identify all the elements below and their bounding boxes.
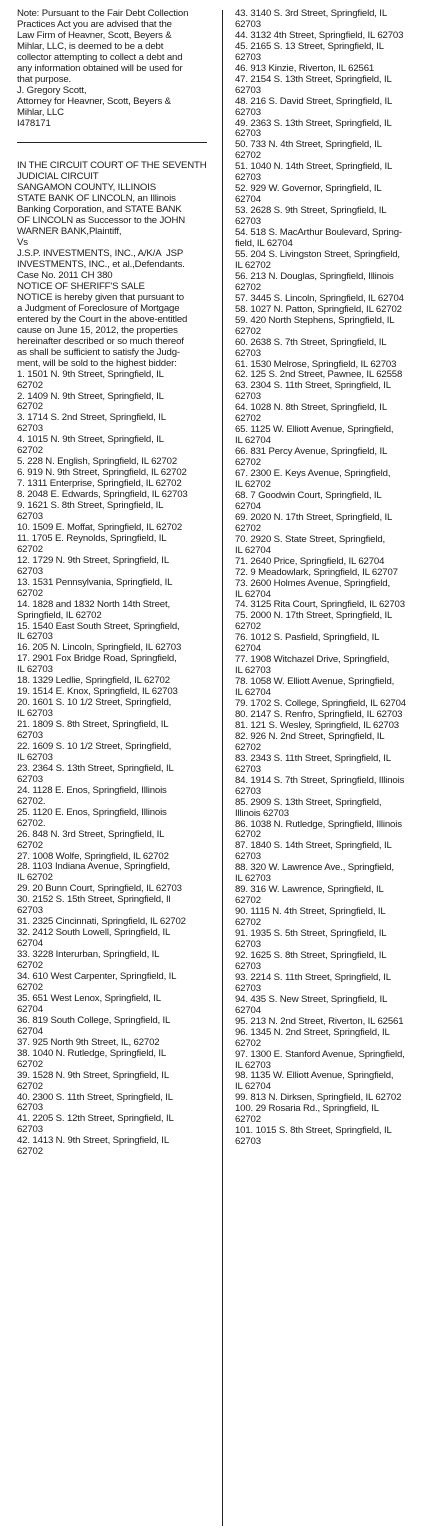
property-address-line: 62702 <box>17 1058 43 1070</box>
notice-line: J. Gregory Scott, <box>17 84 87 96</box>
property-address-line: 39. 1528 N. 9th Street, Springfield, IL <box>17 1069 170 1081</box>
property-address-line: 62704 <box>17 938 43 950</box>
court-notice-line: JUDICIAL CIRCUIT <box>17 171 99 183</box>
property-listing <box>17 370 217 392</box>
property-address-line: 62702 <box>235 413 261 425</box>
property-address-line: 77. 1908 Witchazel Drive, Springfield, <box>235 654 390 666</box>
property-listing <box>235 403 431 425</box>
property-listing <box>235 907 431 929</box>
property-address-line: 62702 <box>17 1080 43 1092</box>
property-listing <box>235 568 431 579</box>
court-notice-line: Banking Corporation, and STATE BANK <box>17 204 182 216</box>
property-address-line: 9. 1621 S. 8th Street, Springfield, IL <box>17 500 164 512</box>
property-listing <box>17 578 217 600</box>
property-address-line: 62702 <box>235 829 261 841</box>
property-address-line: 62703 <box>17 423 43 435</box>
property-address-line: 62703 <box>235 982 261 994</box>
property-address-line: 62702 <box>17 839 43 851</box>
property-address-line: 89. 316 W. Lawrence, Springfield, IL <box>235 884 384 896</box>
property-address-line: 64. 1028 N. 8th Street, Springfield, IL <box>235 402 388 414</box>
property-address-line: 70. 2920 S. State Street, Springfield, <box>235 533 386 545</box>
property-address-line: 62703 <box>17 730 43 742</box>
property-address-line: 57. 3445 S. Lincoln, Springfield, IL 62704 <box>235 292 404 304</box>
property-listing <box>17 654 217 676</box>
property-address-line: 62702 <box>235 281 261 293</box>
property-address-line: 84. 1914 S. 7th Street, Springfield, Illinois <box>235 774 405 786</box>
property-listing <box>17 972 217 994</box>
property-address-line: IL 62703 <box>235 1059 271 1071</box>
property-address-line: 47. 2154 S. 13th Street, Springfield, IL <box>235 73 392 85</box>
property-listing <box>235 633 431 655</box>
property-listing <box>235 1017 431 1028</box>
property-address-line: 62702 <box>235 621 261 633</box>
property-address-line: 81. 121 S. Wesley, Springfield, IL 62703 <box>235 719 399 731</box>
property-listing <box>235 75 431 97</box>
property-listing <box>17 1093 217 1115</box>
fdcpa-notice <box>17 9 217 129</box>
court-notice-line: cause on June 15, 2012, the properties <box>17 324 178 336</box>
property-listing <box>235 381 431 403</box>
property-listing <box>235 732 431 754</box>
property-address-line: 62703 <box>235 128 261 140</box>
property-listing <box>235 119 431 141</box>
court-notice-line: as shall be sufficient to satisfy the Judg- <box>17 346 180 358</box>
property-address-line: 62702 <box>17 543 43 555</box>
property-listing <box>235 447 431 469</box>
property-listing <box>17 764 217 786</box>
property-listing <box>235 951 431 973</box>
property-address-line: 62704 <box>17 1025 43 1037</box>
court-notice-line: SANGAMON COUNTY, ILLINOIS <box>17 182 156 194</box>
property-address-line: 2. 1409 N. 9th Street, Springfield, IL <box>17 390 164 402</box>
property-address-line: 62704 <box>17 1003 43 1015</box>
property-address-line: 67. 2300 E. Keys Avenue, Springfield, <box>235 468 391 480</box>
property-address-line: IL 62704 <box>235 588 271 600</box>
property-address-line: 83. 2343 S. 11th Street, Springfield, IL <box>235 752 391 764</box>
property-address-line: 28. 1103 Indiana Avenue, Springfield, <box>17 861 171 873</box>
notice-line: Law Firm of Heavner, Scott, Beyers & <box>17 29 172 41</box>
property-address-line: IL 62703 <box>17 708 53 720</box>
property-listing <box>17 994 217 1016</box>
property-address-line: 62703 <box>235 391 261 403</box>
property-listing <box>235 535 431 557</box>
property-address-line: 76. 1012 S. Pasfield, Springfield, IL <box>235 632 380 644</box>
property-address-line: IL 62702 <box>235 259 271 271</box>
property-address-line: 14. 1828 and 1832 North 14th Street, <box>17 598 171 610</box>
property-listing <box>235 184 431 206</box>
court-notice-line: STATE BANK OF LINCOLN, an Illinois <box>17 193 176 205</box>
property-address-line: 62704 <box>235 500 261 512</box>
property-listing <box>235 1104 431 1126</box>
property-listing <box>17 786 217 808</box>
property-listing <box>235 1028 431 1050</box>
property-address-line: 71. 2640 Price, Springfield, IL 62704 <box>235 555 385 567</box>
property-list-right <box>235 9 431 1148</box>
property-listing <box>235 655 431 677</box>
property-listing <box>235 206 431 228</box>
property-address-line: 100. 29 Rosaria Rd., Springfield, IL <box>235 1103 379 1115</box>
property-address-line: 62703 <box>17 905 43 917</box>
property-address-line: 37. 925 North 9th Street, IL, 62702 <box>17 1036 160 1048</box>
property-address-line: 22. 1609 S. 10 1/2 Street, Springfield, <box>17 741 172 752</box>
property-listing <box>17 435 217 457</box>
property-address-line: 50. 733 N. 4th Street, Springfield, IL <box>235 139 382 151</box>
property-address-line: 46. 913 Kinzie, Riverton, IL 62561 <box>235 62 375 74</box>
property-address-line: 62702 <box>17 1146 43 1158</box>
property-listing <box>17 720 217 742</box>
property-address-line: 98. 1135 W. Elliott Avenue, Springfield, <box>235 1070 394 1082</box>
property-listing <box>235 579 431 601</box>
property-address-line: 17. 2901 Fox Bridge Road, Springfield, <box>17 653 177 665</box>
property-address-line: IL 62704 <box>235 687 271 699</box>
property-address-line: 38. 1040 N. Rutledge, Springfield, IL <box>17 1047 167 1059</box>
court-notice-line: NOTICE is hereby given that pursuant to <box>17 291 184 303</box>
property-listing <box>17 600 217 622</box>
property-address-line: 62703 <box>17 773 43 785</box>
property-address-line: 34. 610 West Carpenter, Springfield, IL <box>17 971 177 983</box>
property-listing <box>17 1071 217 1093</box>
property-address-line: 31. 2325 Cincinnati, Springfield, IL 62702 <box>17 916 186 928</box>
property-address-line: Illinois 62703 <box>235 807 289 819</box>
property-address-line: 62702 <box>17 960 43 972</box>
property-address-line: 36. 819 South College, Springfield, IL <box>17 1014 171 1026</box>
property-address-line: 25. 1120 E. Enos, Springfield, Illinois <box>17 806 167 818</box>
property-address-line: 59. 420 North Stephens, Springfield, IL <box>235 314 395 326</box>
property-listing <box>235 1071 431 1093</box>
property-listing <box>17 895 217 917</box>
property-address-line: 29. 20 Bunn Court, Springfield, IL 62703 <box>17 883 182 895</box>
property-address-line: 62703 <box>235 106 261 118</box>
property-address-line: 62702 <box>235 917 261 929</box>
property-address-line: 15. 1540 East South Street, Springfield, <box>17 620 180 632</box>
property-address-line: 40. 2300 S. 11th Street, Springfield, IL <box>17 1091 173 1103</box>
property-address-line: 75. 2000 N. 17th Street, Springfield, IL <box>235 610 393 622</box>
property-address-line: 68. 7 Goodwin Court, Springfield, IL <box>235 489 382 501</box>
property-address-line: 99. 813 N. Dirksen, Springfield, IL 62702 <box>235 1092 402 1104</box>
property-address-line: 62702 <box>235 150 261 162</box>
property-address-line: 90. 1115 N. 4th Street, Springfield, IL <box>235 906 386 918</box>
property-listing <box>235 97 431 119</box>
court-notice-line: J.S.P. INVESTMENTS, INC., A/K/A JSP <box>17 248 184 260</box>
property-listing <box>235 228 431 250</box>
property-address-line: 62703 <box>235 939 261 951</box>
property-listing <box>17 1114 217 1136</box>
property-address-line: 91. 1935 S. 5th Street, Springfield, IL <box>235 928 387 940</box>
property-listing <box>17 808 217 830</box>
property-address-line: 62702 <box>17 401 43 413</box>
section-divider <box>17 142 207 143</box>
property-listing <box>17 501 217 523</box>
property-address-line: IL 62704 <box>235 435 271 447</box>
property-address-line: 43. 3140 S. 3rd Street, Springfield, IL <box>235 8 388 19</box>
property-address-line: IL 62703 <box>235 665 271 677</box>
property-address-line: 62702 <box>235 895 261 907</box>
property-address-line: 62703 <box>235 347 261 359</box>
property-listing <box>17 1136 217 1158</box>
property-address-line: 62703 <box>235 763 261 775</box>
property-address-line: 4. 1015 N. 9th Street, Springfield, IL <box>17 434 164 446</box>
property-listing <box>17 1049 217 1071</box>
property-address-line: IL 62703 <box>17 751 53 763</box>
property-address-line: 52. 929 W. Governor, Springfield, IL <box>235 183 382 195</box>
property-address-line: IL 62703 <box>235 873 271 885</box>
property-address-line: 58. 1027 N. Patton, Springfield, IL 62702 <box>235 303 402 315</box>
property-address-line: 62704 <box>235 1004 261 1016</box>
property-listing <box>17 928 217 950</box>
notice-line: any information obtained will be used for <box>17 62 183 74</box>
property-listing <box>235 491 431 513</box>
left-column <box>17 9 217 1158</box>
property-address-line: field, IL 62704 <box>235 238 293 250</box>
property-listing <box>17 413 217 435</box>
property-address-line: 62702 <box>17 445 43 457</box>
court-notice-line: Case No. 2011 CH 380 <box>17 270 113 282</box>
property-address-line: 62702 <box>17 587 43 599</box>
property-address-line: 65. 1125 W. Elliott Avenue, Springfield, <box>235 424 394 436</box>
property-address-line: 42. 1413 N. 9th Street, Springfield, IL <box>17 1135 170 1147</box>
property-address-line: 62703 <box>235 851 261 863</box>
property-address-line: 66. 831 Percy Avenue, Springfield, IL <box>235 446 388 458</box>
property-address-line: 62702 <box>235 325 261 337</box>
property-address-line: 54. 518 S. MacArthur Boulevard, Spring- <box>235 227 402 239</box>
property-address-line: 44. 3132 4th Street, Springfield, IL 62703 <box>235 29 404 41</box>
property-listing <box>235 316 431 338</box>
property-listing <box>235 469 431 491</box>
property-listing <box>235 557 431 568</box>
property-address-line: 96. 1345 N. 2nd Street, Springfield, IL <box>235 1026 390 1038</box>
property-address-line: 79. 1702 S. College, Springfield, IL 62704 <box>235 698 406 710</box>
notice-line: Practices Act you are advised that the <box>17 18 172 30</box>
property-address-line: IL 62702 <box>235 478 271 490</box>
property-address-line: 62703 <box>235 18 261 30</box>
property-address-line: 62703 <box>17 1124 43 1136</box>
property-address-line: 69. 2020 N. 17th Street, Springfield, IL <box>235 511 393 523</box>
property-address-line: 35. 651 West Lenox, Springfield, IL <box>17 992 161 1004</box>
property-listing <box>235 140 431 162</box>
property-address-line: 101. 1015 S. 8th Street, Springfield, IL <box>235 1125 392 1137</box>
property-listing <box>235 162 431 184</box>
property-address-line: 30. 2152 S. 15th Street, Springfield, Il <box>17 894 171 906</box>
property-address-line: 27. 1008 Wolfe, Springfield, IL 62702 <box>17 850 169 862</box>
property-address-line: 62703 <box>235 172 261 184</box>
property-address-line: 74. 3125 Rita Court, Springfield, IL 62703 <box>235 599 405 611</box>
property-listing <box>235 513 431 535</box>
property-address-line: 53. 2628 S. 9th Street, Springfield, IL <box>235 205 387 217</box>
court-caption-and-sale-notice <box>17 161 217 369</box>
property-address-line: 94. 435 S. New Street, Springfield, IL <box>235 993 388 1005</box>
property-address-line: 62702 <box>235 1114 261 1126</box>
property-listing <box>17 392 217 414</box>
property-listing <box>235 9 431 31</box>
property-listing <box>235 863 431 885</box>
property-address-line: 33. 3228 Interurban, Springfield, IL <box>17 949 160 961</box>
property-address-line: 11. 1705 E. Reynolds, Springfield, IL <box>17 532 167 544</box>
property-address-line: 62702. <box>17 817 46 829</box>
property-listing <box>17 1016 217 1038</box>
column-divider <box>222 10 223 1526</box>
property-address-line: IL 62704 <box>235 1081 271 1093</box>
property-address-line: 8. 2048 E. Edwards, Springfield, IL 62703 <box>17 489 188 501</box>
property-address-line: 16. 205 N. Lincoln, Springfield, IL 62703 <box>17 642 182 654</box>
property-address-line: 85. 2909 S. 13th Street, Springfield, <box>235 796 382 808</box>
notice-line: that purpose. <box>17 73 72 85</box>
court-notice-line: entered by the Court in the above-entitled <box>17 313 188 325</box>
property-address-line: 62702. <box>17 795 46 807</box>
property-address-line: 62703 <box>17 1102 43 1114</box>
property-address-line: IL 62702 <box>17 872 53 884</box>
property-address-line: 55. 204 S. Livingston Street, Springfield, <box>235 248 400 260</box>
property-address-line: 62703 <box>235 1136 261 1148</box>
property-address-line: 87. 1840 S. 14th Street, Springfield, IL <box>235 840 392 852</box>
property-address-line: 62704 <box>235 643 261 655</box>
property-address-line: 78. 1058 W. Elliott Avenue, Springfield, <box>235 676 395 688</box>
property-address-line: 97. 1300 E. Stanford Avenue, Springfield, <box>235 1048 405 1060</box>
property-listing <box>17 830 217 852</box>
property-address-line: 6. 919 N. 9th Street, Springfield, IL 62702 <box>17 467 187 479</box>
property-address-line: 62702 <box>235 741 261 753</box>
property-listing <box>235 250 431 272</box>
property-address-line: 62. 125 S. 2nd Street, Pawnee, IL 62558 <box>235 369 403 381</box>
property-listing <box>235 995 431 1017</box>
property-address-line: IL 62704 <box>235 544 271 556</box>
notice-line: I478171 <box>17 117 51 129</box>
property-address-line: 32. 2412 South Lowell, Springfield, IL <box>17 927 171 939</box>
property-listing <box>235 272 431 294</box>
notice-line: Note: Pursuant to the Fair Debt Collection <box>17 8 189 19</box>
property-address-line: 49. 2363 S. 13th Street, Springfield, IL <box>235 117 392 129</box>
property-address-line: 26. 848 N. 3rd Street, Springfield, IL <box>17 828 165 840</box>
notice-line: Attorney for Heavner, Scott, Beyers & <box>17 95 171 107</box>
property-address-line: 1. 1501 N. 9th Street, Springfield, IL <box>17 368 164 380</box>
property-listing <box>235 425 431 447</box>
property-listing <box>17 698 217 720</box>
property-listing <box>235 841 431 863</box>
court-notice-line: OF LINCOLN as Successor to the JOHN <box>17 215 186 227</box>
property-address-line: 41. 2205 S. 12th Street, Springfield, IL <box>17 1113 174 1125</box>
property-listing <box>235 677 431 699</box>
property-address-line: 95. 213 N. 2nd Street, Riverton, IL 62561 <box>235 1015 404 1027</box>
property-listing <box>235 929 431 951</box>
property-listing <box>235 42 431 64</box>
property-listing <box>235 754 431 776</box>
property-address-line: 93. 2214 S. 11th Street, Springfield, IL <box>235 971 391 983</box>
court-notice-line: a Judgment of Foreclosure of Mortgage <box>17 302 180 314</box>
property-address-line: 73. 2600 Holmes Avenue, Springfield, <box>235 577 390 589</box>
property-address-line: 23. 2364 S. 13th Street, Springfield, IL <box>17 762 174 774</box>
notice-line: Mihlar, LLC <box>17 106 64 118</box>
notice-line: Mihlar, LLC, is deemed to be a debt <box>17 40 164 52</box>
property-address-line: 12. 1729 N. 9th Street, Springfield, IL <box>17 554 170 566</box>
property-address-line: 60. 2638 S. 7th Street, Springfield, IL <box>235 336 387 348</box>
property-address-line: 62704 <box>235 194 261 206</box>
property-listing <box>235 338 431 360</box>
right-column <box>235 9 431 1148</box>
property-address-line: 63. 2304 S. 11th Street, Springfield, IL <box>235 380 391 392</box>
property-address-line: 62702 <box>17 981 43 993</box>
property-listing <box>17 862 217 884</box>
property-address-line: IL 62703 <box>17 664 53 676</box>
property-listing <box>235 611 431 633</box>
court-notice-line: WARNER BANK,Plaintiff, <box>17 226 122 238</box>
property-address-line: 92. 1625 S. 8th Street, Springfield, IL <box>235 949 387 961</box>
property-address-line: 86. 1038 N. Rutledge, Springfield, Illinois <box>235 818 402 830</box>
court-notice-line: ment, will be sold to the highest bidder: <box>17 357 177 369</box>
property-listing <box>17 950 217 972</box>
property-address-line: 51. 1040 N. 14th Street, Springfield, IL <box>235 161 393 173</box>
property-address-line: 62703 <box>235 960 261 972</box>
notice-line: collector attempting to collect a debt and <box>17 51 183 63</box>
property-address-line: 19. 1514 E. Knox, Springfield, IL 62703 <box>17 686 178 698</box>
property-listing <box>17 534 217 556</box>
property-list-left <box>17 370 217 1159</box>
property-address-line: 5. 228 N. English, Springfield, IL 62702 <box>17 456 178 468</box>
property-address-line: 80. 2147 S. Renfro, Springfield, IL 62703 <box>235 709 403 720</box>
property-address-line: 62703 <box>17 565 43 577</box>
property-address-line: 3. 1714 S. 2nd Street, Springfield, IL <box>17 412 166 424</box>
property-address-line: 62702 <box>17 379 43 391</box>
property-address-line: 62702 <box>235 1037 261 1049</box>
property-listing <box>235 1126 431 1148</box>
property-address-line: 10. 1509 E. Moffat, Springfield, IL 62702 <box>17 521 183 533</box>
property-address-line: 62703 <box>17 510 43 522</box>
property-address-line: 82. 926 N. 2nd Street, Springfield, IL <box>235 730 385 742</box>
court-notice-line: INVESTMENTS, INC., et al.,Defendants. <box>17 259 185 271</box>
property-address-line: 62703 <box>235 51 261 63</box>
property-address-line: 72. 9 Meadowlark, Springfield, IL 62707 <box>235 566 398 578</box>
property-address-line: 21. 1809 S. 8th Street, Springfield, IL <box>17 719 169 731</box>
property-address-line: 20. 1601 S. 10 1/2 Street, Springfield, <box>17 697 172 709</box>
property-listing <box>17 622 217 644</box>
property-address-line: 13. 1531 Pennsylvania, Springfield, IL <box>17 576 173 588</box>
property-listing <box>235 776 431 798</box>
property-address-line: 61. 1530 Melrose, Springfield, IL 62703 <box>235 358 397 370</box>
property-address-line: 88. 320 W. Lawrence Ave., Springfield, <box>235 862 394 874</box>
court-notice-line: NOTICE OF SHERIFF'S SALE <box>17 280 145 292</box>
property-listing <box>235 973 431 995</box>
property-address-line: 18. 1329 Ledlie, Springfield, IL 62702 <box>17 675 170 687</box>
property-listing <box>235 820 431 842</box>
property-listing <box>235 798 431 820</box>
property-address-line: IL 62703 <box>17 631 53 643</box>
property-address-line: 48. 216 S. David Street, Springfield, IL <box>235 95 393 107</box>
property-address-line: 62703 <box>235 84 261 96</box>
property-address-line: 62702 <box>235 457 261 469</box>
property-listing <box>17 556 217 578</box>
court-notice-line: hereinafter described or so much thereof <box>17 335 184 347</box>
property-address-line: 62703 <box>235 216 261 228</box>
property-listing <box>235 1050 431 1072</box>
court-notice-line: IN THE CIRCUIT COURT OF THE SEVENTH <box>17 160 207 172</box>
property-address-line: 62703 <box>235 785 261 797</box>
property-address-line: 56. 213 N. Douglas, Springfield, Illinois <box>235 270 394 282</box>
property-address-line: 24. 1128 E. Enos, Springfield, Illinois <box>17 784 167 796</box>
property-listing <box>235 885 431 907</box>
property-address-line: 7. 1311 Enterprise, Springfield, IL 62702 <box>17 478 182 490</box>
property-address-line: 62702 <box>235 522 261 534</box>
court-notice-line: Vs <box>17 237 28 249</box>
property-listing <box>17 742 217 764</box>
property-address-line: 45. 2165 S. 13 Street, Springfield, IL <box>235 40 384 52</box>
property-address-line: Springfield, IL 62702 <box>17 609 102 621</box>
